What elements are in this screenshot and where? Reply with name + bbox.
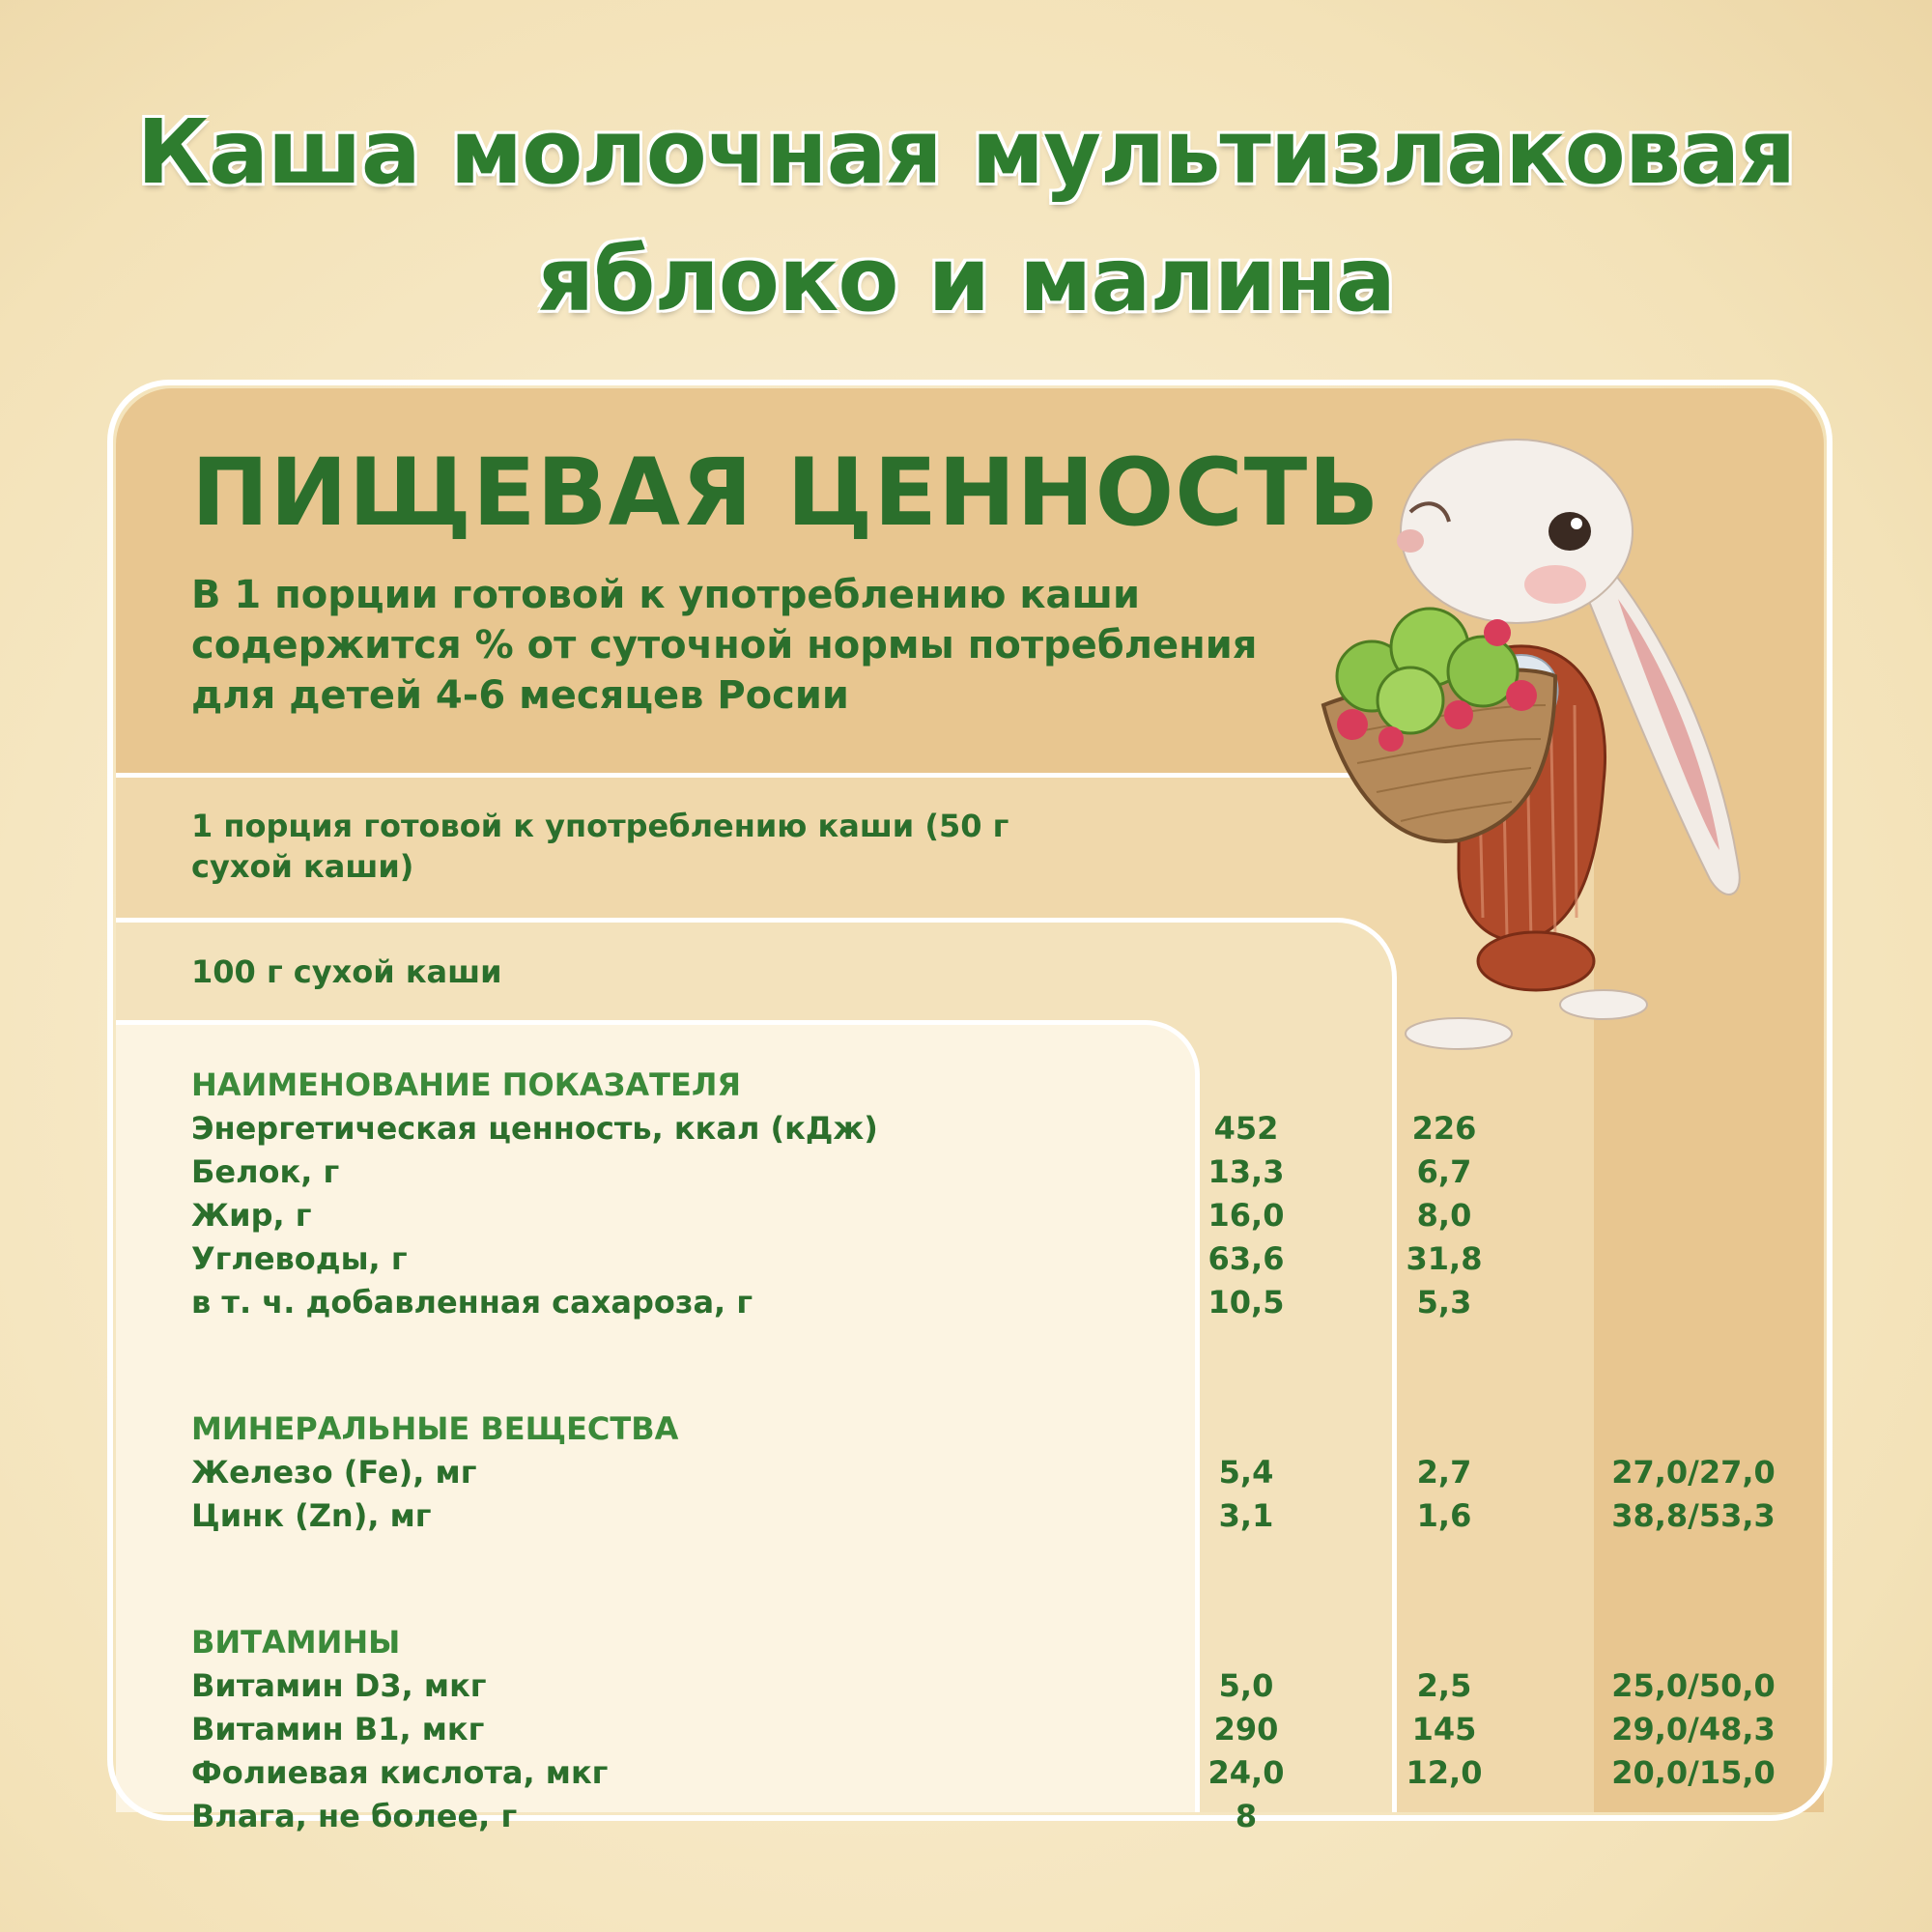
- percent-value: 20,0/15,0: [1611, 1754, 1776, 1791]
- dry-value: 290: [1213, 1711, 1279, 1747]
- section-heading-minerals: [191, 1410, 1833, 1454]
- portion-value: 5,3: [1416, 1284, 1472, 1321]
- title-line-2: яблоко и малина: [537, 228, 1395, 331]
- section-spacer: [191, 1327, 1833, 1410]
- row-label: Влага, не более, г: [191, 1798, 518, 1834]
- row-label: Железо (Fe), мг: [191, 1454, 477, 1491]
- portion-value: 6,7: [1416, 1153, 1472, 1190]
- section-heading-indicators: [191, 1066, 1833, 1110]
- row-label: Жир, г: [191, 1197, 312, 1234]
- table-row: [191, 1240, 1833, 1284]
- percent-value: 29,0/48,3: [1611, 1711, 1776, 1747]
- table-row: [191, 1711, 1833, 1754]
- table-row: [191, 1798, 1833, 1841]
- dry-value: 8: [1235, 1798, 1258, 1834]
- panel-heading: ПИЩЕВАЯ ЦЕННОСТЬ: [191, 439, 1380, 547]
- row-label: Энергетическая ценность, ккал (кДж): [191, 1110, 878, 1147]
- section-heading: ВИТАМИНЫ: [191, 1624, 401, 1661]
- portion-value: 226: [1411, 1110, 1477, 1147]
- dry-value: 24,0: [1208, 1754, 1285, 1791]
- section-spacer: [191, 1541, 1833, 1624]
- portion-value: 8,0: [1416, 1197, 1472, 1234]
- row-label: Цинк (Zn), мг: [191, 1497, 432, 1534]
- row-label: Белок, г: [191, 1153, 340, 1190]
- dry-value: 5,0: [1218, 1667, 1274, 1704]
- table-row: [191, 1754, 1833, 1798]
- row-label: Витамин D3, мкг: [191, 1667, 487, 1704]
- dry-column-header: 100 г сухой каши: [191, 953, 502, 990]
- portion-column-header: 1 порция готовой к употреблению каши (50 г сухой каши): [191, 808, 1009, 885]
- percent-value: 25,0/50,0: [1611, 1667, 1776, 1704]
- nutrition-table: [191, 1066, 1833, 1841]
- row-label: в т. ч. добавленная сахароза, г: [191, 1284, 753, 1321]
- section-heading-vitamins: [191, 1624, 1833, 1667]
- table-row: [191, 1284, 1833, 1327]
- dry-value: 3,1: [1218, 1497, 1274, 1534]
- row-label: Витамин B1, мкг: [191, 1711, 485, 1747]
- portion-value: 12,0: [1406, 1754, 1483, 1791]
- portion-value: 145: [1411, 1711, 1477, 1747]
- dry-value: 452: [1213, 1110, 1279, 1147]
- percent-value: 38,8/53,3: [1611, 1497, 1776, 1534]
- dry-value: 5,4: [1218, 1454, 1274, 1491]
- table-row: [191, 1110, 1833, 1153]
- dry-value: 13,3: [1208, 1153, 1285, 1190]
- table-row: [191, 1153, 1833, 1197]
- section-heading: МИНЕРАЛЬНЫЕ ВЕЩЕСТВА: [191, 1410, 679, 1447]
- page-title: [0, 89, 1932, 344]
- dry-value: 10,5: [1208, 1284, 1285, 1321]
- table-row: [191, 1497, 1833, 1541]
- row-label: Фолиевая кислота, мкг: [191, 1754, 609, 1791]
- percent-value: 27,0/27,0: [1611, 1454, 1776, 1491]
- portion-value: 2,5: [1416, 1667, 1472, 1704]
- panel-subtitle: В 1 порции готовой к употреблению каши содержится % от суточной нормы потребления для детей 4-6 месяцев Росии: [191, 573, 1258, 718]
- dry-value: 63,6: [1208, 1240, 1285, 1277]
- bunny-with-basket-icon: [1314, 415, 1768, 1072]
- section-heading: НАИМЕНОВАНИЕ ПОКАЗАТЕЛЯ: [191, 1066, 742, 1103]
- dry-value: 16,0: [1208, 1197, 1285, 1234]
- table-row: [191, 1454, 1833, 1497]
- portion-value: 1,6: [1416, 1497, 1472, 1534]
- table-row: [191, 1667, 1833, 1711]
- portion-value: 2,7: [1416, 1454, 1472, 1491]
- portion-value: 31,8: [1406, 1240, 1483, 1277]
- row-label: Углеводы, г: [191, 1240, 408, 1277]
- title-line-1: Каша молочная мультизлаковая: [136, 100, 1796, 204]
- table-row: [191, 1197, 1833, 1240]
